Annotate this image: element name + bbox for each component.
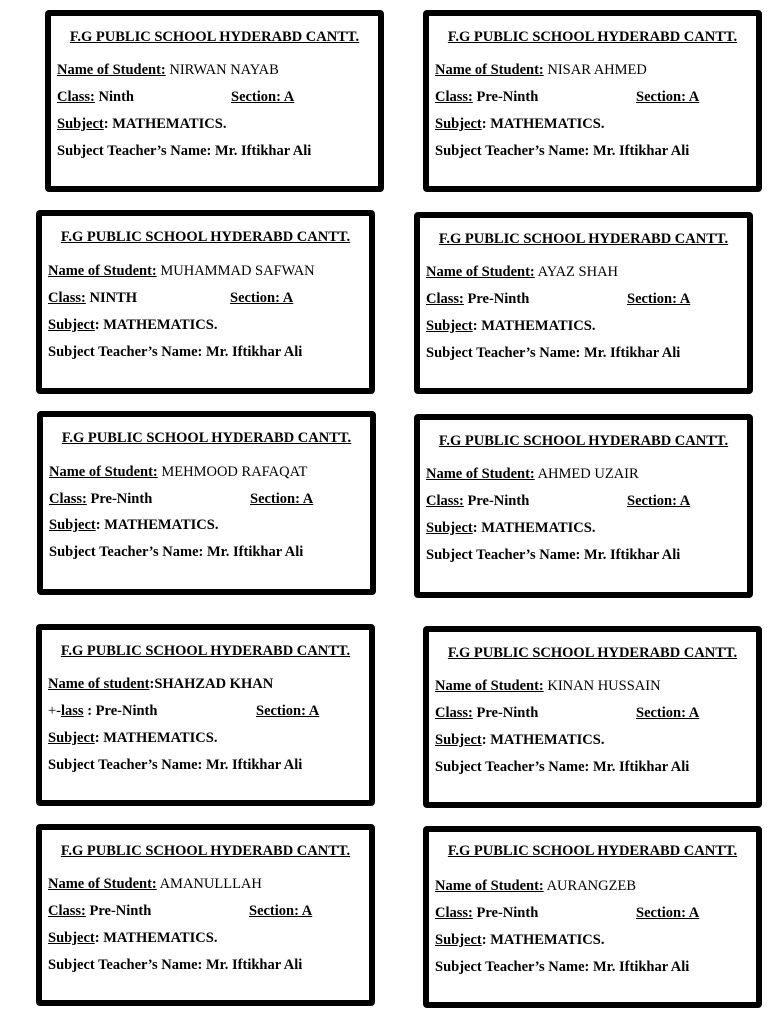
name-label: Name of Student: xyxy=(48,876,157,892)
subject-label: Subject xyxy=(435,932,482,948)
teacher-line: Subject Teacher’s Name: Mr. Iftikhar Ali xyxy=(48,757,303,773)
teacher-line: Subject Teacher’s Name: Mr. Iftikhar Ali xyxy=(48,957,303,973)
student-name-line xyxy=(435,877,636,895)
class-value: NINTH xyxy=(85,290,138,306)
subject-value: : MATHEMATICS. xyxy=(95,517,219,533)
class-line xyxy=(57,88,377,106)
section-label: Section: A xyxy=(231,89,295,105)
student-label-card xyxy=(36,210,375,394)
class-label: Class: xyxy=(426,493,464,509)
teacher-line: Subject Teacher’s Name: Mr. Iftikhar Ali xyxy=(426,547,681,563)
class-label: Class: xyxy=(48,903,86,919)
class-line xyxy=(48,902,368,920)
subject-value: : MATHEMATICS. xyxy=(103,116,227,132)
school-name: F.G PUBLIC SCHOOL HYDERABD CANTT. xyxy=(60,843,351,859)
student-name-line xyxy=(48,675,273,693)
subject-label: Subject xyxy=(426,520,473,536)
class-line xyxy=(48,289,368,307)
student-label-card xyxy=(36,824,375,1006)
student-label-card xyxy=(37,411,376,595)
school-name: F.G PUBLIC SCHOOL HYDERABD CANTT. xyxy=(438,231,729,247)
subject-value: : MATHEMATICS. xyxy=(481,932,605,948)
class-line xyxy=(435,88,755,106)
school-name: F.G PUBLIC SCHOOL HYDERABD CANTT. xyxy=(447,645,738,661)
name-label: Name of Student: xyxy=(426,466,535,482)
subject-label: Subject xyxy=(48,930,95,946)
subject-value: : MATHEMATICS. xyxy=(472,318,596,334)
student-label-card xyxy=(36,624,375,806)
school-name: F.G PUBLIC SCHOOL HYDERABD CANTT. xyxy=(69,29,360,45)
subject-line xyxy=(426,317,595,335)
name-value: NISAR AHMED xyxy=(543,62,647,78)
section-label: Section: A xyxy=(230,290,294,306)
class-value: Pre-Ninth xyxy=(463,493,530,509)
class-value: Pre-Ninth xyxy=(472,89,539,105)
name-value: AMANULLLAH xyxy=(156,876,262,892)
subject-line xyxy=(435,731,604,749)
section-label: Section: A xyxy=(636,705,700,721)
class-label: Class: xyxy=(49,491,87,507)
name-value: AHMED UZAIR xyxy=(534,466,639,482)
school-name: F.G PUBLIC SCHOOL HYDERABD CANTT. xyxy=(447,843,738,859)
class-line xyxy=(48,702,368,720)
school-name: F.G PUBLIC SCHOOL HYDERABD CANTT. xyxy=(60,229,351,245)
section-label: Section: A xyxy=(250,491,314,507)
name-label: Name of Student: xyxy=(426,264,535,280)
student-label-card xyxy=(414,212,753,394)
class-line xyxy=(426,290,746,308)
subject-line xyxy=(435,115,604,133)
subject-label: Subject xyxy=(426,318,473,334)
teacher-line: Subject Teacher’s Name: Mr. Iftikhar Ali xyxy=(48,344,303,360)
student-name-line xyxy=(48,262,315,280)
class-label: Class: xyxy=(57,89,95,105)
subject-line xyxy=(48,929,217,947)
teacher-line: Subject Teacher’s Name: Mr. Iftikhar Ali xyxy=(426,345,681,361)
class-value: Pre-Ninth xyxy=(472,905,539,921)
student-label-card xyxy=(423,10,762,192)
section-label: Section: A xyxy=(636,89,700,105)
subject-line xyxy=(48,729,217,747)
name-label: Name of Student: xyxy=(57,62,166,78)
school-name: F.G PUBLIC SCHOOL HYDERABD CANTT. xyxy=(60,643,351,659)
class-label: lass xyxy=(61,703,84,719)
section-label: Section: A xyxy=(256,703,320,719)
student-name-line xyxy=(49,463,307,481)
subject-value: : MATHEMATICS. xyxy=(94,930,218,946)
name-value: MEHMOOD RAFAQAT xyxy=(157,464,308,480)
section-label: Section: A xyxy=(627,291,691,307)
subject-line xyxy=(57,115,226,133)
section-label: Section: A xyxy=(249,903,313,919)
subject-value: : MATHEMATICS. xyxy=(481,732,605,748)
class-line xyxy=(426,492,746,510)
school-name: F.G PUBLIC SCHOOL HYDERABD CANTT. xyxy=(61,430,352,446)
teacher-line: Subject Teacher’s Name: Mr. Iftikhar Ali xyxy=(435,143,690,159)
class-prefix: +- xyxy=(48,703,62,719)
name-label: Name of student xyxy=(48,676,150,692)
student-name-line xyxy=(435,677,661,695)
class-value: Ninth xyxy=(94,89,134,105)
class-line xyxy=(49,490,369,508)
name-value: MUHAMMAD SAFWAN xyxy=(156,263,315,279)
student-label-card xyxy=(423,826,762,1008)
student-label-card xyxy=(423,626,762,808)
subject-label: Subject xyxy=(57,116,104,132)
teacher-line: Subject Teacher’s Name: Mr. Iftikhar Ali xyxy=(49,544,304,560)
name-label: Name of Student: xyxy=(49,464,158,480)
subject-line xyxy=(435,931,604,949)
student-name-line xyxy=(426,465,639,483)
section-label: Section: A xyxy=(627,493,691,509)
name-value: :SHAHZAD KHAN xyxy=(149,676,274,692)
subject-label: Subject xyxy=(48,317,95,333)
subject-label: Subject xyxy=(435,116,482,132)
class-label: Class: xyxy=(426,291,464,307)
student-name-line xyxy=(57,61,279,79)
class-label: Class: xyxy=(435,705,473,721)
student-name-line xyxy=(426,263,618,281)
class-value: Pre-Ninth xyxy=(85,903,152,919)
subject-line xyxy=(426,519,595,537)
subject-value: : MATHEMATICS. xyxy=(472,520,596,536)
student-label-card xyxy=(45,10,384,192)
name-value: NIRWAN NAYAB xyxy=(165,62,279,78)
name-label: Name of Student: xyxy=(48,263,157,279)
name-value: KINAN HUSSAIN xyxy=(543,678,661,694)
subject-label: Subject xyxy=(49,517,96,533)
name-label: Name of Student: xyxy=(435,62,544,78)
subject-line xyxy=(48,316,217,334)
class-label: Class: xyxy=(435,905,473,921)
student-name-line xyxy=(48,875,262,893)
class-line xyxy=(435,904,755,922)
name-label: Name of Student: xyxy=(435,678,544,694)
teacher-line: Subject Teacher’s Name: Mr. Iftikhar Ali xyxy=(435,759,690,775)
class-value: Pre-Ninth xyxy=(86,491,153,507)
name-label: Name of Student: xyxy=(435,878,544,894)
subject-value: : MATHEMATICS. xyxy=(94,730,218,746)
class-value: Pre-Ninth xyxy=(463,291,530,307)
section-label: Section: A xyxy=(636,905,700,921)
class-value: Pre-Ninth xyxy=(472,705,539,721)
student-name-line xyxy=(435,61,647,79)
school-name: F.G PUBLIC SCHOOL HYDERABD CANTT. xyxy=(447,29,738,45)
name-value: AURANGZEB xyxy=(543,878,636,894)
class-value: : Pre-Ninth xyxy=(83,703,158,719)
class-line xyxy=(435,704,755,722)
name-value: AYAZ SHAH xyxy=(534,264,619,280)
class-label: Class: xyxy=(435,89,473,105)
subject-line xyxy=(49,516,218,534)
subject-value: : MATHEMATICS. xyxy=(481,116,605,132)
subject-label: Subject xyxy=(48,730,95,746)
teacher-line: Subject Teacher’s Name: Mr. Iftikhar Ali xyxy=(57,143,312,159)
student-label-card xyxy=(414,414,753,598)
teacher-line: Subject Teacher’s Name: Mr. Iftikhar Ali xyxy=(435,959,690,975)
subject-value: : MATHEMATICS. xyxy=(94,317,218,333)
subject-label: Subject xyxy=(435,732,482,748)
class-label: Class: xyxy=(48,290,86,306)
school-name: F.G PUBLIC SCHOOL HYDERABD CANTT. xyxy=(438,433,729,449)
